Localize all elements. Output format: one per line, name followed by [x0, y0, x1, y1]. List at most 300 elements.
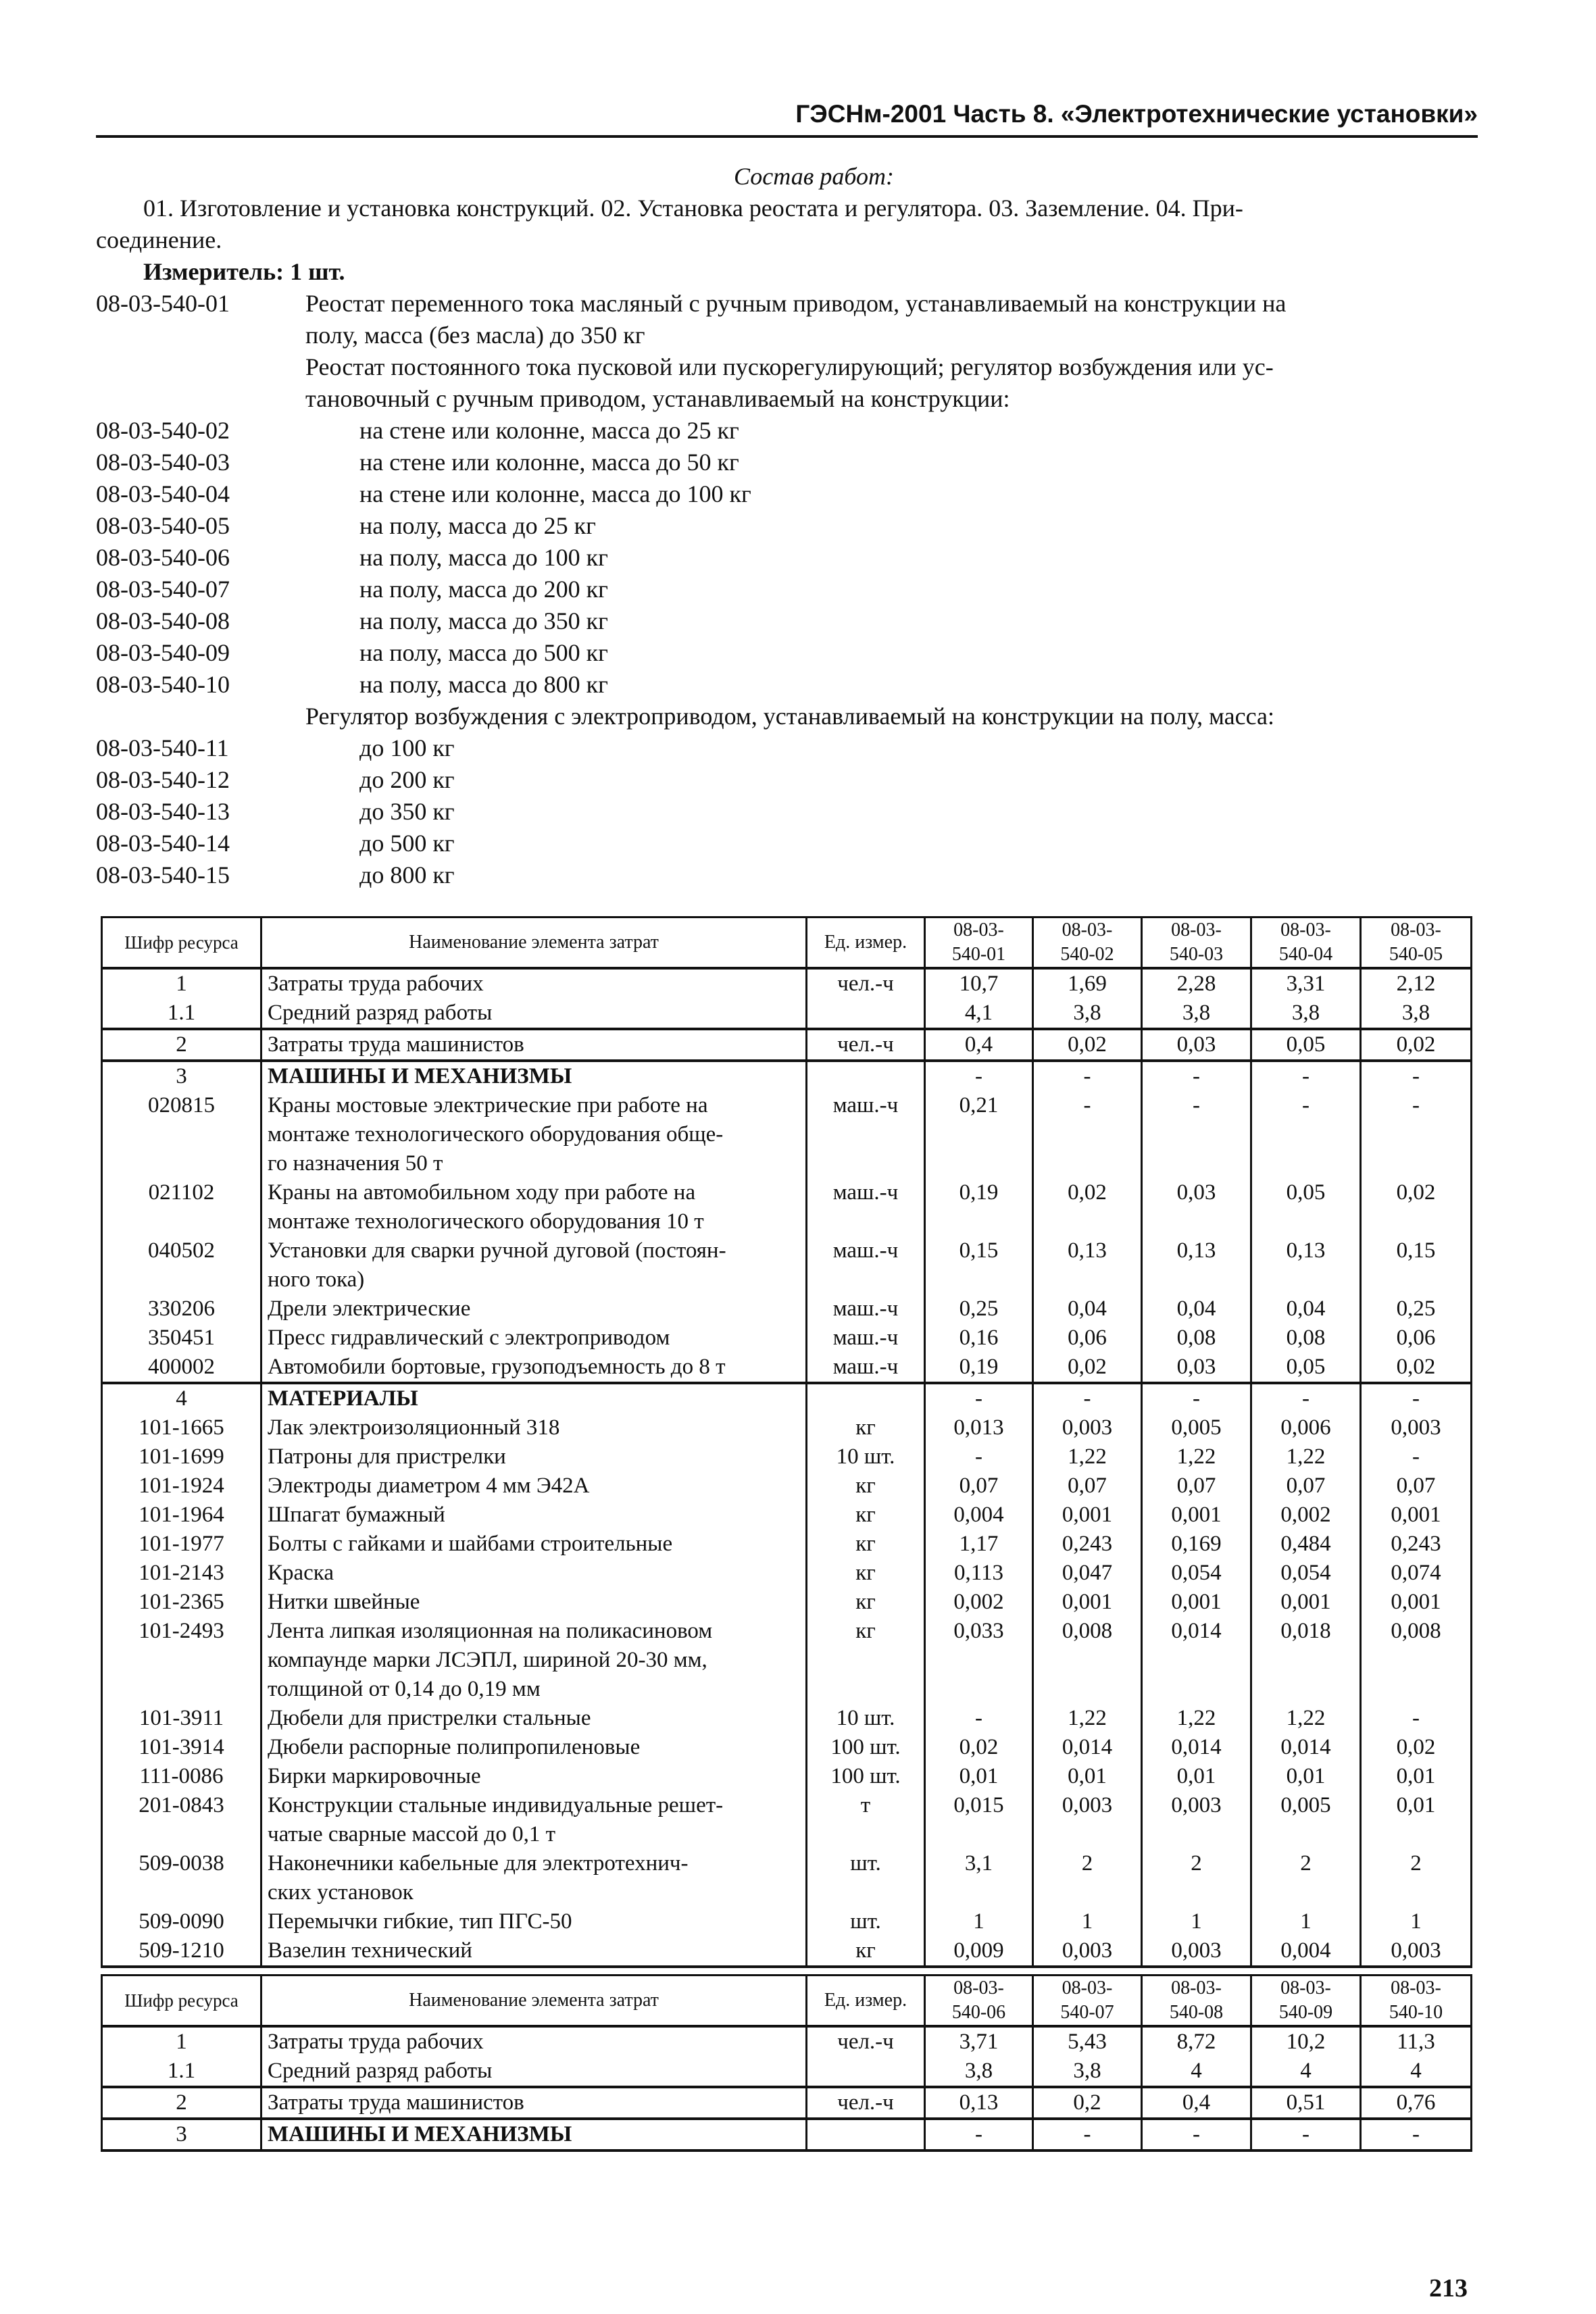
cost-element-line: толщиной от 0,14 до 0,19 мм — [268, 1677, 541, 1701]
norm-value: 0,15 — [925, 1236, 1033, 1294]
norm-value: 3,8 — [1142, 999, 1251, 1029]
header-norm-code-part: 08-03- — [1391, 1978, 1441, 1998]
unit — [807, 1383, 925, 1413]
norm-value: 0,005 — [1251, 1791, 1361, 1849]
resource-code: 1 — [102, 2026, 261, 2057]
cost-element-name — [261, 1849, 807, 1907]
norm-value: 0,4 — [1142, 2087, 1251, 2119]
work-composition-title: Состав работ: — [734, 163, 894, 190]
resource-table-2 — [101, 1974, 1472, 2152]
table-row — [102, 1936, 1472, 1967]
norm-value: 3,1 — [925, 1849, 1033, 1907]
header-norm-code-part: 08-03- — [953, 920, 1004, 940]
norm-value: 0,033 — [925, 1617, 1033, 1704]
norm-value: 1,22 — [1251, 1442, 1361, 1472]
norm-value: 0,01 — [925, 1762, 1033, 1791]
resource-code: 101-1665 — [102, 1413, 261, 1442]
norm-value: 0,014 — [1251, 1733, 1361, 1762]
norm-description: на полу, масса до 100 кг — [359, 544, 608, 571]
norm-value: 0,004 — [925, 1501, 1033, 1530]
header-norm-code-part: 540-07 — [1060, 2002, 1114, 2023]
norm-item — [96, 859, 1478, 891]
resource-code: 509-0090 — [102, 1907, 261, 1936]
norm-value: 0,01 — [1361, 1791, 1472, 1849]
unit: кг — [807, 1617, 925, 1704]
norm-value: - — [925, 1383, 1033, 1413]
cost-element-line: Болты с гайками и шайбами строительные — [268, 1532, 673, 1556]
norm-value: 0,02 — [1361, 1178, 1472, 1236]
unit: шт. — [807, 1849, 925, 1907]
header-norm-code — [1361, 1976, 1472, 2027]
norm-value: 0,001 — [1142, 1501, 1251, 1530]
resource-code: 201-0843 — [102, 1791, 261, 1849]
table-row — [102, 1733, 1472, 1762]
header-norm-code-part: 08-03- — [1280, 1978, 1331, 1998]
unit: кг — [807, 1559, 925, 1588]
norm-value: 0,169 — [1142, 1530, 1251, 1559]
norm-value: 0,002 — [925, 1588, 1033, 1617]
unit — [807, 999, 925, 1029]
norm-value: - — [1251, 1061, 1361, 1091]
norm-value: 3,8 — [1361, 999, 1472, 1029]
norm-description: Регулятор возбуждения с электроприводом, устанавливаемый на конструкции на полу, масса: — [305, 703, 1275, 730]
header-norm-code — [1033, 1976, 1142, 2027]
cost-element-name — [261, 1762, 807, 1791]
cost-element-name — [261, 1559, 807, 1588]
norm-description: на стене или колонне, масса до 25 кг — [359, 417, 739, 444]
norm-value: 0,08 — [1251, 1324, 1361, 1353]
norm-value: 2 — [1142, 1849, 1251, 1907]
norm-value: - — [1142, 1091, 1251, 1178]
norm-value: - — [1361, 1091, 1472, 1178]
norm-code: 08-03-540-10 — [96, 671, 230, 698]
table-row — [102, 1704, 1472, 1733]
table-row — [102, 1061, 1472, 1091]
table-header — [102, 1976, 1472, 2027]
header-norm-code — [1142, 1976, 1251, 2027]
norm-code — [96, 320, 305, 351]
norm-item — [96, 796, 1478, 828]
measure-unit: Измеритель: 1 шт. — [143, 258, 345, 285]
cost-element-line: Дрели электрические — [268, 1297, 471, 1321]
norm-value: 0,01 — [1142, 1762, 1251, 1791]
table-row — [102, 1383, 1472, 1413]
norm-item — [96, 605, 1478, 637]
norm-value: 10,7 — [925, 968, 1033, 999]
norm-item — [96, 351, 1478, 383]
header-norm-code — [1251, 917, 1361, 969]
cost-element-name — [261, 1501, 807, 1530]
norm-value: 0,25 — [925, 1294, 1033, 1324]
norm-value: 4,1 — [925, 999, 1033, 1029]
cost-element-line: ного тока) — [268, 1267, 365, 1292]
norm-item — [96, 701, 1478, 732]
unit: маш.-ч — [807, 1353, 925, 1383]
norm-value: 0,054 — [1142, 1559, 1251, 1588]
norm-code — [96, 701, 305, 732]
norm-value: 0,003 — [1361, 1413, 1472, 1442]
norm-value: 0,07 — [1033, 1472, 1142, 1501]
table-row — [102, 1530, 1472, 1559]
norm-code: 08-03-540-07 — [96, 576, 230, 603]
header-norm-code — [1033, 917, 1142, 969]
norm-value: 0,003 — [1033, 1413, 1142, 1442]
resource-table-1 — [101, 916, 1472, 1968]
resource-code: 101-1964 — [102, 1501, 261, 1530]
norm-value: 2 — [1251, 1849, 1361, 1907]
cost-element-name — [261, 1324, 807, 1353]
cost-element-line: Краны мостовые электрические при работе на — [268, 1093, 708, 1117]
header-norm-code-part: 540-01 — [951, 944, 1006, 965]
norm-value: 1 — [925, 1907, 1033, 1936]
cost-element-line: Вазелин технический — [268, 1938, 472, 1963]
table-header — [102, 917, 1472, 969]
norm-code: 08-03-540-15 — [96, 861, 230, 888]
cost-element-name — [261, 1029, 807, 1061]
norm-item — [96, 669, 1478, 701]
norm-value: - — [1361, 2119, 1472, 2150]
norm-value: 0,01 — [1361, 1762, 1472, 1791]
cost-element-name — [261, 1353, 807, 1383]
norm-value: 4 — [1142, 2057, 1251, 2087]
header-norm-code-part: 540-05 — [1389, 944, 1443, 965]
norm-value: - — [1251, 1383, 1361, 1413]
unit: кг — [807, 1472, 925, 1501]
table-row — [102, 1762, 1472, 1791]
header-norm-code — [925, 917, 1033, 969]
norm-code: 08-03-540-09 — [96, 639, 230, 666]
norm-value: 3,8 — [1033, 999, 1142, 1029]
norm-description: Реостат постоянного тока пусковой или пускорегулирующий; регулятор возбуждения или ус- — [305, 353, 1274, 380]
table-row — [102, 2087, 1472, 2119]
norm-value: 0,054 — [1251, 1559, 1361, 1588]
norm-value: 5,43 — [1033, 2026, 1142, 2057]
cost-element-line: Автомобили бортовые, грузоподъемность до 8 т — [268, 1355, 726, 1379]
resource-code: 4 — [102, 1383, 261, 1413]
norm-value: 0,02 — [1033, 1029, 1142, 1061]
norm-code: 08-03-540-02 — [96, 417, 230, 444]
norm-value: 1,22 — [1142, 1442, 1251, 1472]
norm-value: - — [1361, 1704, 1472, 1733]
cost-element-name — [261, 1791, 807, 1849]
norm-value: 0,003 — [1361, 1936, 1472, 1967]
norm-value: 1,22 — [1033, 1442, 1142, 1472]
norm-code — [96, 383, 305, 415]
unit: чел.-ч — [807, 968, 925, 999]
unit: кг — [807, 1588, 925, 1617]
unit: кг — [807, 1530, 925, 1559]
norm-value: 0,05 — [1251, 1178, 1361, 1236]
cost-element-line: Наконечники кабельные для электротехнич- — [268, 1851, 689, 1876]
header-norm-code-part: 540-09 — [1278, 2002, 1333, 2023]
cost-element-line: Дюбели распорные полипропиленовые — [268, 1735, 641, 1759]
norm-value: 0,13 — [1033, 1236, 1142, 1294]
norm-value: 2,28 — [1142, 968, 1251, 999]
norm-value: 0,004 — [1251, 1936, 1361, 1967]
header-norm-code-part: 08-03- — [1171, 920, 1222, 940]
norm-value: - — [925, 2119, 1033, 2150]
cost-element-line: чатые сварные массой до 0,1 т — [268, 1822, 556, 1846]
resource-code: 101-2493 — [102, 1617, 261, 1704]
norm-description: на стене или колонне, масса до 100 кг — [359, 480, 751, 507]
norm-code: 08-03-540-12 — [96, 766, 230, 793]
resource-code: 101-2365 — [102, 1588, 261, 1617]
header-cost-element: Наименование элемента затрат — [261, 917, 807, 969]
norm-item — [96, 828, 1478, 859]
table-row — [102, 1413, 1472, 1442]
cost-element-name — [261, 2026, 807, 2057]
norm-value: 0,018 — [1251, 1617, 1361, 1704]
cost-element-line: Средний разряд работы — [268, 1001, 493, 1025]
norm-description: на стене или колонне, масса до 50 кг — [359, 449, 739, 476]
norm-value: 0,484 — [1251, 1530, 1361, 1559]
norm-value: 4 — [1251, 2057, 1361, 2087]
resource-code: 400002 — [102, 1353, 261, 1383]
norm-value: 0,03 — [1142, 1353, 1251, 1383]
norm-value: 0,07 — [1142, 1472, 1251, 1501]
cost-element-line: Конструкции стальные индивидуальные решет- — [268, 1793, 724, 1817]
norm-value: 3,71 — [925, 2026, 1033, 2057]
unit: кг — [807, 1936, 925, 1967]
cost-element-line: Средний разряд работы — [268, 2059, 493, 2083]
row-group — [102, 1029, 1472, 1061]
table-row — [102, 1236, 1472, 1294]
unit: 10 шт. — [807, 1704, 925, 1733]
norm-value: - — [1142, 1383, 1251, 1413]
table-row — [102, 2026, 1472, 2057]
norm-description: до 500 кг — [359, 830, 455, 857]
norm-value: 1,69 — [1033, 968, 1142, 999]
header-norm-code-part: 08-03- — [1280, 920, 1331, 940]
norm-value: 0,014 — [1142, 1617, 1251, 1704]
header-unit: Ед. измер. — [807, 917, 925, 969]
header-norm-code-part: 540-02 — [1060, 944, 1114, 965]
norm-value: - — [1361, 1383, 1472, 1413]
cost-element-line: ских установок — [268, 1880, 414, 1905]
norm-value: 0,06 — [1361, 1324, 1472, 1353]
header-norm-code-part: 540-08 — [1169, 2002, 1224, 2023]
norm-value: 0,001 — [1361, 1588, 1472, 1617]
row-group — [102, 968, 1472, 1029]
norm-code: 08-03-540-14 — [96, 830, 230, 857]
cost-element-name — [261, 1236, 807, 1294]
norm-description: тановочный с ручным приводом, устанавливаемый на конструкции: — [305, 385, 1010, 412]
header-unit: Ед. измер. — [807, 1976, 925, 2027]
table-row — [102, 1442, 1472, 1472]
cost-element-name — [261, 1413, 807, 1442]
norm-value: 0,01 — [1251, 1762, 1361, 1791]
cost-element-line: Установки для сварки ручной дуговой (постоян- — [268, 1238, 726, 1263]
cost-element-line: Перемычки гибкие, тип ПГС-50 — [268, 1909, 572, 1934]
unit: шт. — [807, 1907, 925, 1936]
norm-value: 0,02 — [1361, 1733, 1472, 1762]
cost-element-name — [261, 2087, 807, 2119]
norm-value: 0,04 — [1251, 1294, 1361, 1324]
table-row — [102, 1472, 1472, 1501]
cost-element-line: Затраты труда рабочих — [268, 972, 484, 996]
norm-value: 0,001 — [1033, 1501, 1142, 1530]
norm-code: 08-03-540-05 — [96, 512, 230, 539]
cost-element-name — [261, 1704, 807, 1733]
norm-item — [96, 764, 1478, 796]
header-norm-code-part: 08-03- — [1062, 1978, 1113, 1998]
norm-value: 0,008 — [1033, 1617, 1142, 1704]
cost-element-line: Патроны для пристрелки — [268, 1444, 506, 1469]
unit: кг — [807, 1413, 925, 1442]
norm-description: на полу, масса до 25 кг — [359, 512, 596, 539]
norm-code: 08-03-540-13 — [96, 798, 230, 825]
cost-element-line: МАТЕРИАЛЫ — [268, 1386, 418, 1411]
header-resource-code: Шифр ресурса — [102, 917, 261, 969]
cost-element-line: Лак электроизоляционный 318 — [268, 1415, 560, 1440]
header-row — [102, 1976, 1472, 2027]
header-row — [102, 917, 1472, 969]
header-norm-code-part: 540-10 — [1389, 2002, 1443, 2023]
resource-code: 1.1 — [102, 999, 261, 1029]
cost-element-line: Шпагат бумажный — [268, 1503, 445, 1527]
row-group — [102, 2026, 1472, 2087]
resource-code: 021102 — [102, 1178, 261, 1236]
table-row — [102, 1907, 1472, 1936]
norm-description: на полу, масса до 800 кг — [359, 671, 608, 698]
cost-element-line: Краска — [268, 1561, 334, 1585]
norm-value: - — [1361, 1061, 1472, 1091]
norm-code: 08-03-540-03 — [96, 449, 230, 476]
norm-description: до 350 кг — [359, 798, 455, 825]
unit — [807, 1061, 925, 1091]
cost-element-line: Краны на автомобильном ходу при работе на — [268, 1180, 696, 1205]
header-norm-code — [1142, 917, 1251, 969]
norm-value: 0,07 — [1361, 1472, 1472, 1501]
norm-value: 0,06 — [1033, 1324, 1142, 1353]
resource-code: 101-1977 — [102, 1530, 261, 1559]
norm-code — [96, 351, 305, 383]
norm-value: 10,2 — [1251, 2026, 1361, 2057]
norm-value: 0,003 — [1142, 1791, 1251, 1849]
cost-element-name — [261, 1588, 807, 1617]
cost-element-line: Бирки маркировочные — [268, 1764, 481, 1788]
norm-code: 08-03-540-06 — [96, 544, 230, 571]
norm-value: 1 — [1033, 1907, 1142, 1936]
cost-element-name — [261, 1472, 807, 1501]
norm-value: 0,015 — [925, 1791, 1033, 1849]
header-cost-element: Наименование элемента затрат — [261, 1976, 807, 2027]
norm-value: 0,05 — [1251, 1029, 1361, 1061]
norm-value: 0,003 — [1142, 1936, 1251, 1967]
norm-value: 0,001 — [1033, 1588, 1142, 1617]
unit: чел.-ч — [807, 1029, 925, 1061]
cost-element-name — [261, 1530, 807, 1559]
norm-value: 0,013 — [925, 1413, 1033, 1442]
norm-value: 0,02 — [1033, 1178, 1142, 1236]
header-norm-code-part: 08-03- — [1391, 920, 1441, 940]
cost-element-name — [261, 1294, 807, 1324]
norm-value: 1,22 — [1142, 1704, 1251, 1733]
norm-item — [96, 732, 1478, 764]
norm-value: 0,19 — [925, 1353, 1033, 1383]
norm-item — [96, 447, 1478, 478]
cost-element-name — [261, 2119, 807, 2150]
table-row — [102, 1091, 1472, 1178]
cost-element-line: МАШИНЫ И МЕХАНИЗМЫ — [268, 1064, 572, 1088]
norm-value: 0,19 — [925, 1178, 1033, 1236]
unit: маш.-ч — [807, 1091, 925, 1178]
unit: кг — [807, 1501, 925, 1530]
cost-element-line: Пресс гидравлический с электроприводом — [268, 1326, 670, 1350]
norm-value: - — [1361, 1442, 1472, 1472]
row-group — [102, 2087, 1472, 2119]
cost-element-line: Затраты труда рабочих — [268, 2030, 484, 2054]
running-header: ГЭСНм-2001 Часть 8. «Электротехнические установки» — [96, 100, 1478, 138]
norm-value: 0,001 — [1142, 1588, 1251, 1617]
resource-code: 1 — [102, 968, 261, 999]
norm-value: 0,005 — [1142, 1413, 1251, 1442]
cost-element-name — [261, 2057, 807, 2087]
norm-value: 0,03 — [1142, 1029, 1251, 1061]
table-row — [102, 1324, 1472, 1353]
cost-element-name — [261, 1936, 807, 1967]
norm-value: 1 — [1142, 1907, 1251, 1936]
cost-element-name — [261, 1383, 807, 1413]
norm-value: 0,02 — [1033, 1353, 1142, 1383]
norm-value: 1,17 — [925, 1530, 1033, 1559]
work-description — [96, 161, 1478, 891]
norm-item — [96, 288, 1478, 320]
norm-value: 3,8 — [1033, 2057, 1142, 2087]
cost-element-line: компаунде марки ЛСЭПЛ, шириной 20-30 мм, — [268, 1648, 707, 1672]
resource-code: 101-3914 — [102, 1733, 261, 1762]
norm-value: - — [925, 1704, 1033, 1733]
unit: маш.-ч — [807, 1324, 925, 1353]
norm-value: 1 — [1361, 1907, 1472, 1936]
unit: чел.-ч — [807, 2026, 925, 2057]
cost-element-line: монтаже технологического оборудования обще- — [268, 1122, 724, 1147]
resource-code: 350451 — [102, 1324, 261, 1353]
norm-value: - — [1033, 1091, 1142, 1178]
norm-value: 0,243 — [1361, 1530, 1472, 1559]
resource-code: 101-2143 — [102, 1559, 261, 1588]
resource-code: 101-1924 — [102, 1472, 261, 1501]
norm-value: 0,07 — [925, 1472, 1033, 1501]
norm-description: до 200 кг — [359, 766, 455, 793]
table-row — [102, 1178, 1472, 1236]
norm-value: 0,13 — [1142, 1236, 1251, 1294]
table-row — [102, 999, 1472, 1029]
norm-value: 0,001 — [1361, 1501, 1472, 1530]
norm-value: 4 — [1361, 2057, 1472, 2087]
unit — [807, 2057, 925, 2087]
norm-value: 2,12 — [1361, 968, 1472, 999]
page-number: 213 — [1429, 2274, 1468, 2303]
header-norm-code-part: 08-03- — [953, 1978, 1004, 1998]
norm-value: 0,07 — [1251, 1472, 1361, 1501]
norm-value: 0,002 — [1251, 1501, 1361, 1530]
norm-value: 0,006 — [1251, 1413, 1361, 1442]
resource-code: 3 — [102, 1061, 261, 1091]
norm-value: 0,76 — [1361, 2087, 1472, 2119]
resource-code: 2 — [102, 1029, 261, 1061]
header-norm-code — [925, 1976, 1033, 2027]
norm-value: 0,13 — [1251, 1236, 1361, 1294]
row-group — [102, 1061, 1472, 1383]
unit: чел.-ч — [807, 2087, 925, 2119]
norm-description: на полу, масса до 350 кг — [359, 607, 608, 634]
norm-value: 3,31 — [1251, 968, 1361, 999]
norm-value: - — [925, 1061, 1033, 1091]
header-norm-code-part: 540-04 — [1278, 944, 1333, 965]
cost-element-line: Дюбели для пристрелки стальные — [268, 1706, 591, 1730]
norm-value: 0,074 — [1361, 1559, 1472, 1588]
